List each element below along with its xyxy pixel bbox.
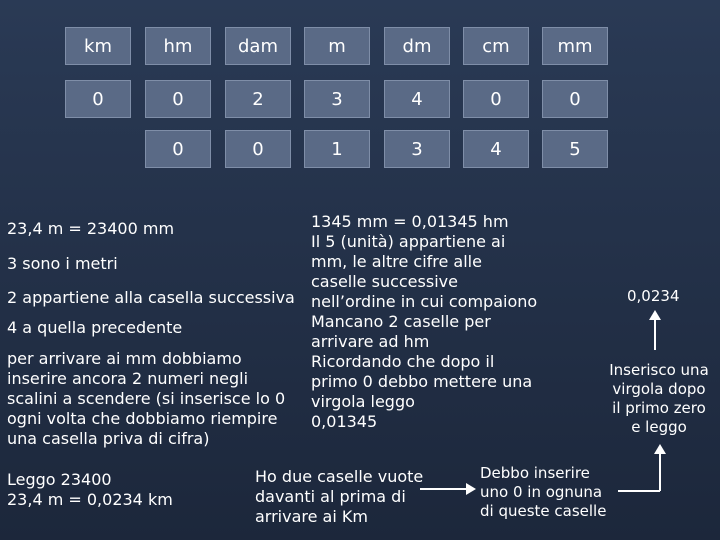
right-bottom-line: di queste caselle: [480, 502, 607, 520]
left-line-metri: 3 sono i metri: [7, 254, 118, 273]
middle-line: 1345 mm = 0,01345 hm: [311, 212, 509, 231]
middle-line: virgola leggo: [311, 392, 415, 411]
right-bottom-line: uno 0 in ognuna: [480, 483, 603, 501]
right-note-line: virgola dopo: [612, 380, 706, 398]
unit-cell-m: m: [304, 27, 370, 65]
middle-bottom: [255, 467, 423, 527]
row2-cell: 4: [463, 130, 529, 168]
row2-cell: 0: [145, 130, 211, 168]
middle-line: Il 5 (unità) appartiene ai: [311, 232, 506, 251]
unit-cell-dm: dm: [384, 27, 450, 65]
row1-cell: 3: [304, 80, 370, 118]
left-paragraph: [7, 349, 285, 449]
left-line-successiva: 2 appartiene alla casella successiva: [7, 288, 295, 307]
middle-bottom-line: Ho due caselle vuote: [255, 467, 424, 486]
row2-cell: 0: [225, 130, 291, 168]
middle-line: primo 0 debbo mettere una: [311, 372, 533, 391]
middle-line: nell’ordine in cui compaiono: [311, 292, 538, 311]
middle-line: arrivare ad hm: [311, 332, 430, 351]
left-bottom: [7, 470, 173, 510]
row1-cell: 0: [145, 80, 211, 118]
left-paragraph-line: una casella priva di cifra): [7, 429, 210, 448]
unit-cell-hm: hm: [145, 27, 211, 65]
arrow-horizontal-icon: [420, 483, 476, 495]
middle-line: mm, le altre cifre alle: [311, 252, 482, 271]
middle-line: 0,01345: [311, 412, 378, 431]
middle-bottom-line: arrivare ai Km: [255, 507, 368, 526]
middle-paragraph: [311, 212, 537, 432]
left-paragraph-line: ogni volta che dobbiamo riempire: [7, 409, 278, 428]
right-note-line: Inserisco una: [609, 361, 709, 379]
right-bottom: [480, 464, 606, 521]
row1-cell: 2: [225, 80, 291, 118]
right-note: [600, 361, 718, 437]
left-bottom-line: Leggo 23400: [7, 470, 112, 489]
unit-cell-dam: dam: [225, 27, 291, 65]
left-paragraph-line: inserire ancora 2 numeri negli: [7, 369, 249, 388]
left-line-conversion: 23,4 m = 23400 mm: [7, 219, 175, 238]
right-bottom-line: Debbo inserire: [480, 464, 590, 482]
row2-cell: 5: [542, 130, 608, 168]
row2-cell: 3: [384, 130, 450, 168]
middle-line: caselle successive: [311, 272, 458, 291]
row1-cell: 0: [542, 80, 608, 118]
left-paragraph-line: per arrivare ai mm dobbiamo: [7, 349, 242, 368]
unit-cell-km: km: [65, 27, 131, 65]
row2-cell: 1: [304, 130, 370, 168]
middle-line: Mancano 2 caselle per: [311, 312, 491, 331]
unit-cell-cm: cm: [463, 27, 529, 65]
middle-line: Ricordando che dopo il: [311, 352, 495, 371]
right-note-line: e leggo: [631, 418, 687, 436]
left-bottom-line: 23,4 m = 0,0234 km: [7, 490, 173, 509]
middle-bottom-line: davanti al prima di: [255, 487, 406, 506]
row1-cell: 0: [65, 80, 131, 118]
row1-cell: 0: [463, 80, 529, 118]
right-value: 0,0234: [627, 287, 680, 305]
row1-cell: 4: [384, 80, 450, 118]
right-note-line: il primo zero: [612, 399, 706, 417]
units-table: [0, 0, 720, 175]
unit-cell-mm: mm: [542, 27, 608, 65]
arrow-right-icon: [618, 444, 666, 491]
left-paragraph-line: scalini a scendere (si inserisce lo 0: [7, 389, 286, 408]
arrow-up-icon: [649, 310, 661, 350]
left-line-precedente: 4 a quella precedente: [7, 318, 183, 337]
